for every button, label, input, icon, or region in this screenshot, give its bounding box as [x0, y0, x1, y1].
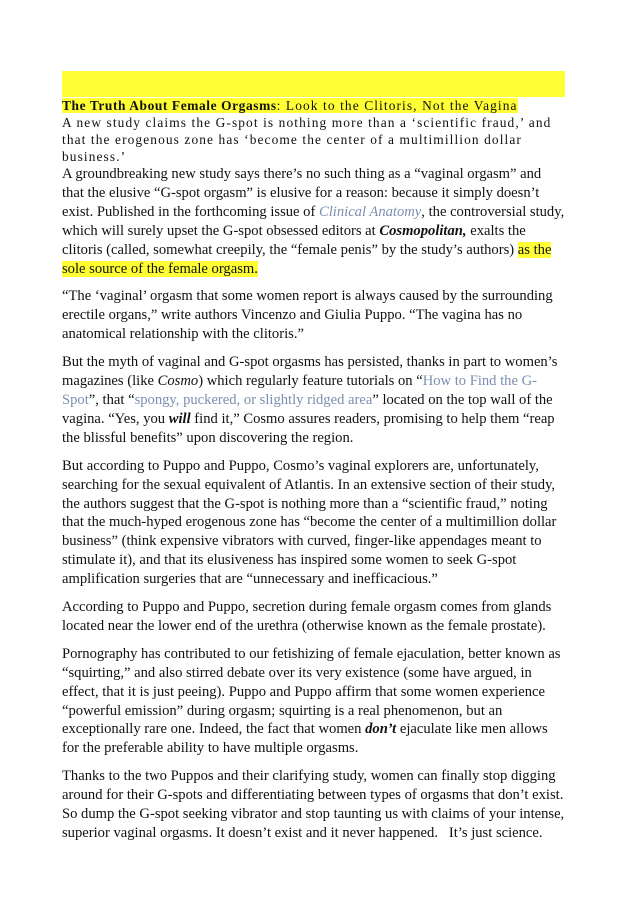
- p3-text-a: But the myth of vaginal and G-spot orgasms has persisted, thanks in part to women’s magazines (like: [62, 354, 558, 390]
- article-header: [62, 97, 565, 165]
- p1-text-c: exalts the clitoris (called, somewhat creepily, the “female penis” by the study’s authors): [62, 222, 526, 258]
- p3-text-d: ” located on the top wall of the vagina. “Yes, you: [62, 391, 553, 427]
- how-to-find-g-spot-link[interactable]: How to Find the G-Spot: [62, 373, 538, 408]
- article-body: [62, 71, 568, 852]
- p3-text-c: ”, that “: [88, 391, 135, 408]
- will-emphasis: will: [168, 410, 191, 427]
- paragraph-7: Thanks to the two Puppos and their clarifying study, women can finally stop digging around for their G-spots and differentiating between types of orgasms that don’t exist. So dump the G-spot seeking vibrator and stop taunting us with claims of your intense, superior vaginal orgasms. It doesn’t exist and it never happened. It’s just science.: [62, 768, 568, 841]
- p3-text-e: find it,” Cosmo assures readers, promising to help them “reap the blissful benefits” upon discovering the region.: [62, 410, 555, 446]
- p6-text-b: ejaculate like men allows for the preferable ability to have multiple orgasms.: [62, 721, 548, 757]
- article-title: The Truth About Female Orgasms: [62, 98, 277, 113]
- spongy-area-link[interactable]: spongy, puckered, or slightly ridged area: [134, 391, 373, 408]
- p3-text-b: ) which regularly feature tutorials on “: [198, 373, 423, 390]
- cosmo-emphasis: Cosmo: [157, 373, 199, 390]
- cosmopolitan-emphasis: Cosmopolitan,: [379, 222, 467, 239]
- clinical-anatomy-link[interactable]: Clinical Anatomy: [319, 203, 422, 220]
- paragraph-2: “The ‘vaginal’ orgasm that some women report is always caused by the surrounding erectile organs,” write authors Vincenzo and Giulia Puppo. “The vagina has no anatomical relationship with the clitoris.”: [62, 288, 553, 343]
- paragraph-1: [62, 165, 565, 278]
- paragraph-6: [62, 645, 565, 758]
- highlighted-phrase: as the sole source of the female orgasm.: [62, 241, 552, 277]
- p6-text-a: Pornography has contributed to our fetishizing of female ejaculation, better known as “squirting,” and also stirred debate over its very existence (some have argued, in effect, that it is just peeing). Puppo and Puppo affirm that some women experience “powerful emission” during orgasm; squirting is a real phenomenon, but an exceptionally rare one. Indeed, the fact that women: [62, 645, 561, 738]
- article-title-rest: : Look to the Clitoris, Not the Vagina: [276, 98, 518, 113]
- paragraph-5: According to Puppo and Puppo, secretion during female orgasm comes from glands located near the lower end of the urethra (otherwise known as the female prostate).: [62, 599, 552, 634]
- highlight-band: [62, 71, 565, 97]
- p1-text-b: , the controversial study, which will surely upset the G-spot obsessed editors at: [62, 203, 565, 239]
- p1-text-a: A groundbreaking new study says there’s no such thing as a “vaginal orgasm” and that the elusive “G-spot orgasm” is elusive for a reason: because it simply doesn’t exist. Published in the forthcoming issue of: [62, 166, 542, 220]
- article-subtitle: A new study claims the G-spot is nothing more than a ‘scientific fraud,’ and that the erogenous zone has ‘become the center of a multimillion dollar business.’: [62, 115, 552, 164]
- title-highlight: [62, 98, 518, 113]
- paragraph-3: [62, 353, 565, 448]
- paragraph-4: But according to Puppo and Puppo, Cosmo’s vaginal explorers are, unfortunately, searching for the sexual equivalent of Atlantis. In an extensive section of their study, the authors suggest that the G-spot is nothing more than a “scientific fraud,” noting that the much-hyped erogenous zone has “become the center of a multimillion dollar business” (think expensive vibrators with curved, finger-like appendages meant to stimulate it), and that its elusiveness has inspired some women to seek G-spot amplification surgeries that are “unnecessary and inefficacious.”: [62, 457, 557, 588]
- dont-emphasis: don’t: [365, 721, 397, 738]
